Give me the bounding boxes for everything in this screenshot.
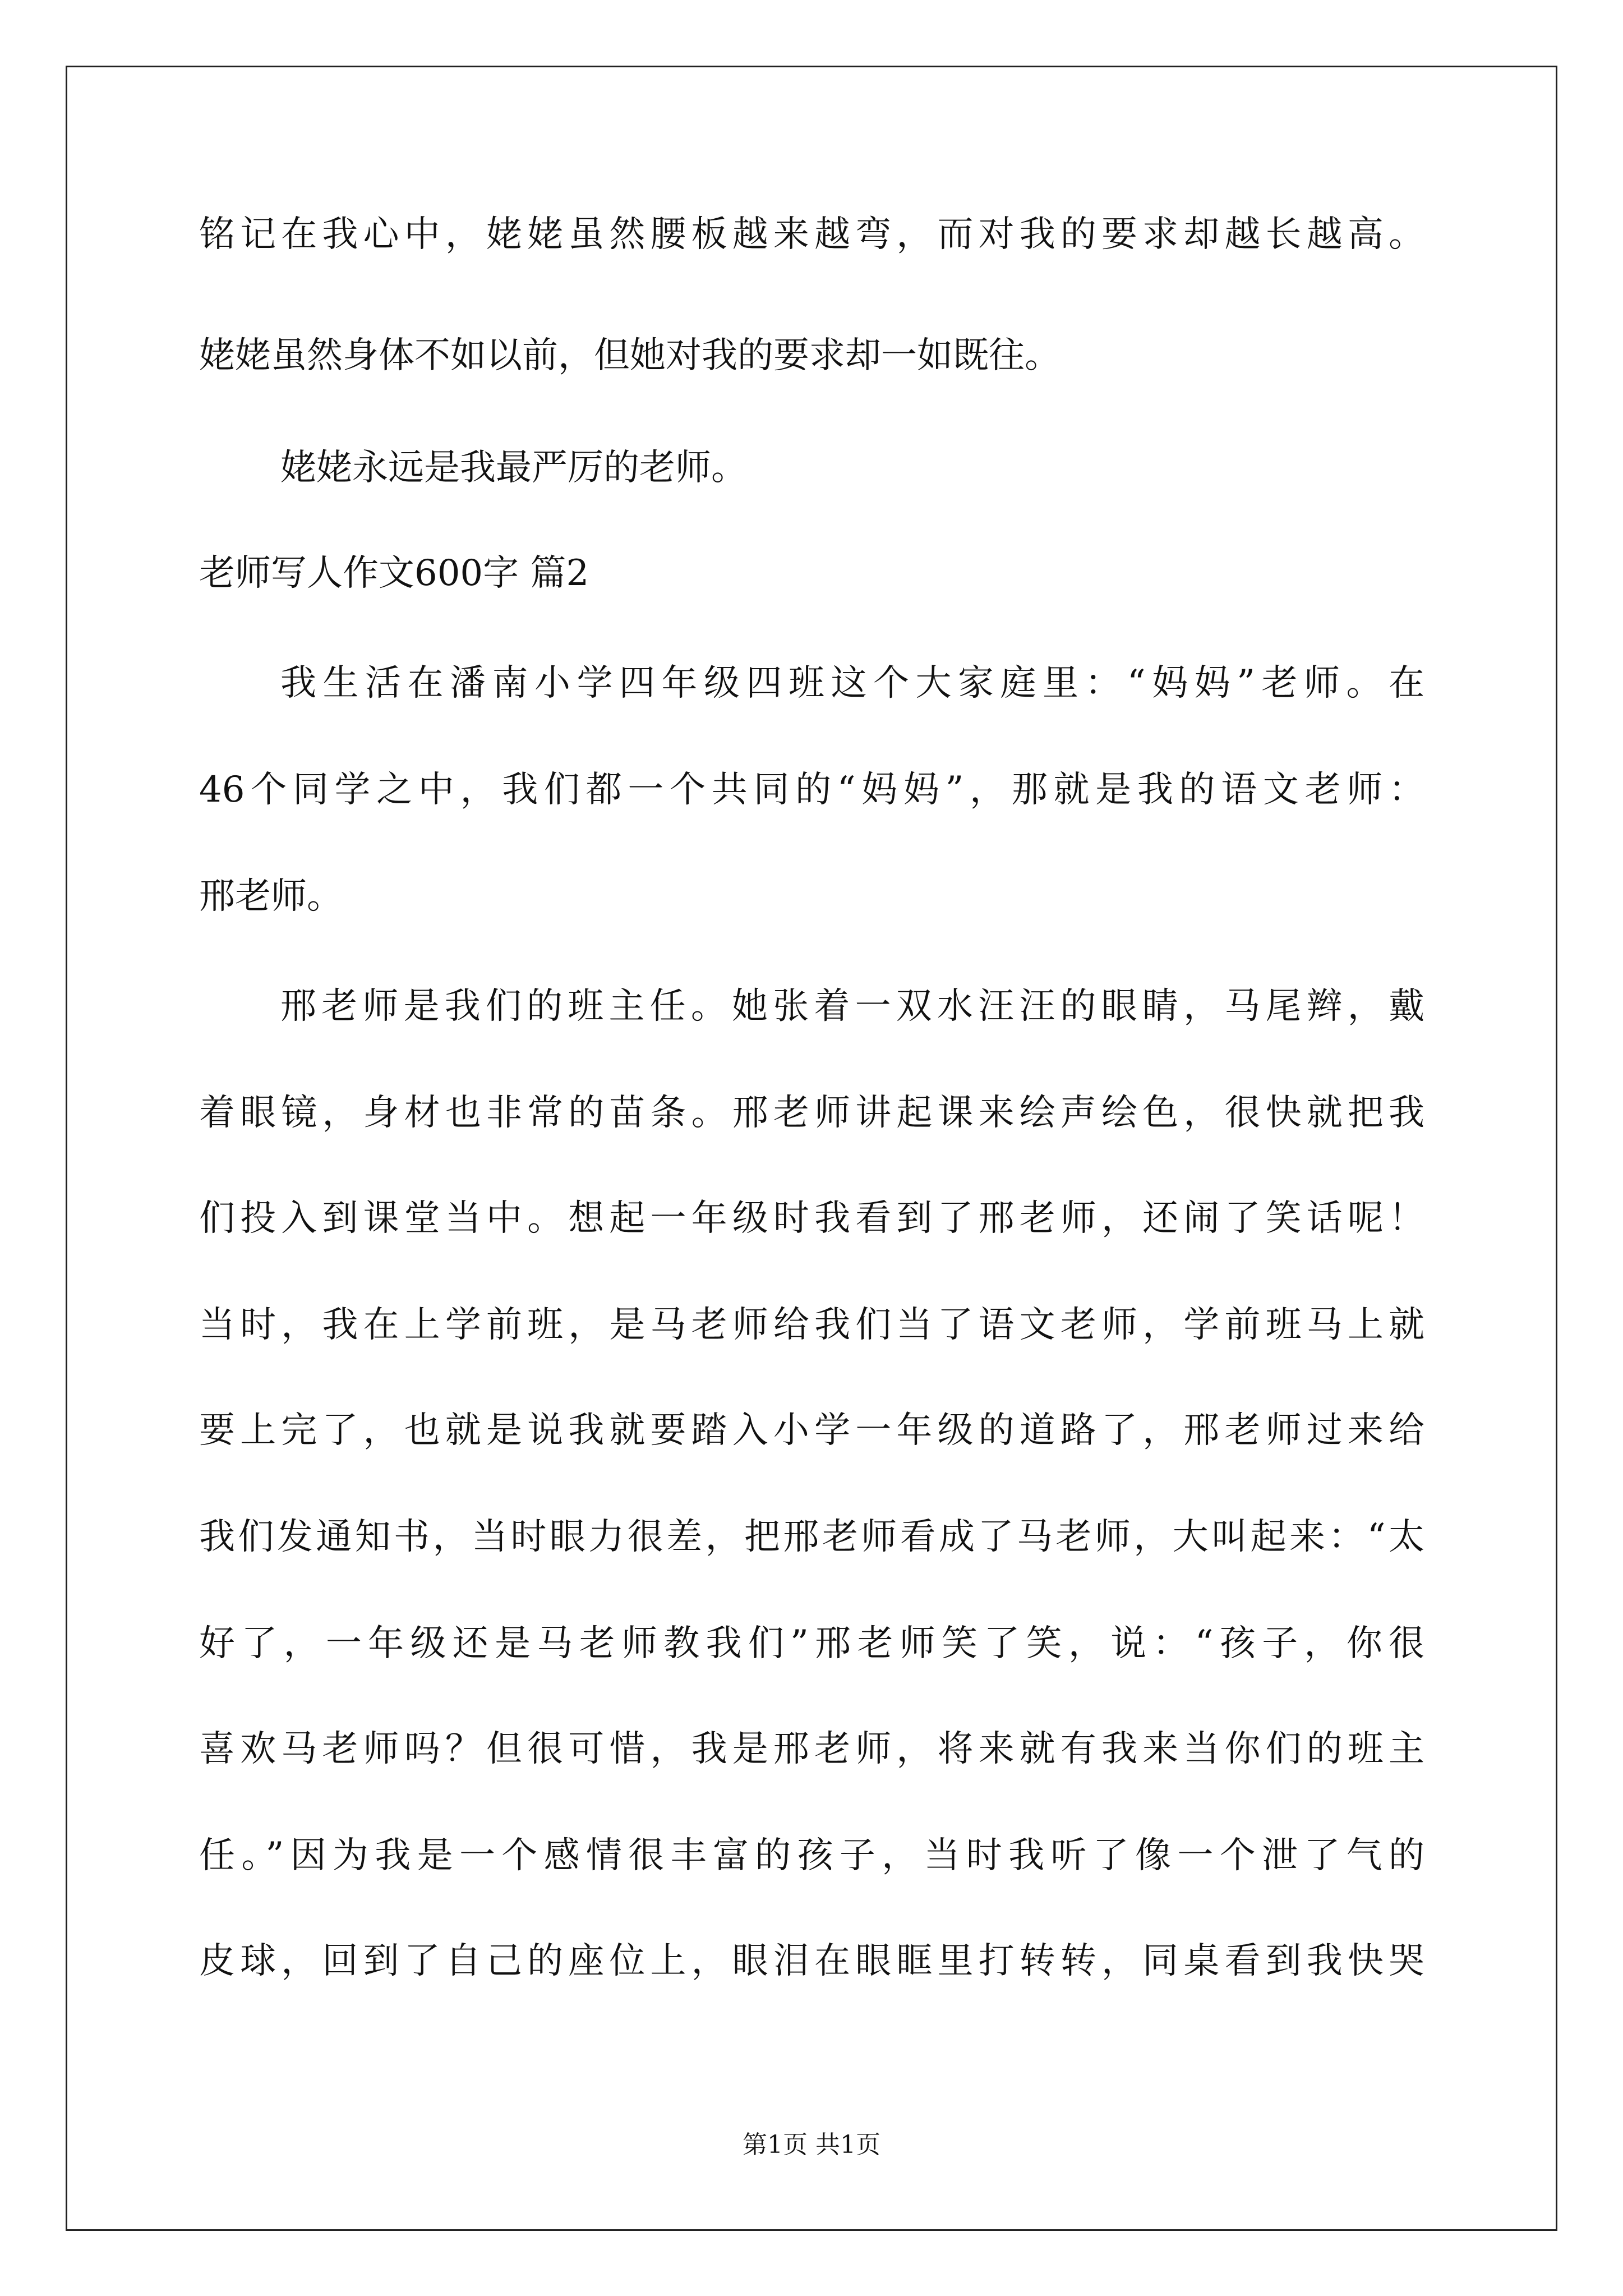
text-line: 好了，一年级还是马老师教我们”邢老师笑了笑，说：“孩子，你很 — [199, 1623, 1424, 1664]
text-line: 邢老师是我们的班主任。她张着一双水汪汪的眼睛，马尾辫，戴 — [280, 986, 1424, 1027]
text-line: 当时，我在上学前班，是马老师给我们当了语文老师，学前班马上就 — [199, 1304, 1424, 1346]
text-line: 我们发通知书，当时眼力很差，把邢老师看成了马老师，大叫起来：“太 — [199, 1516, 1424, 1558]
text-line: 喜欢马老师吗？但很可惜，我是邢老师，将来就有我来当你们的班主 — [199, 1728, 1424, 1770]
text-line: 着眼镜，身材也非常的苗条。邢老师讲起课来绘声绘色，很快就把我 — [199, 1092, 1424, 1134]
page-border — [66, 66, 1557, 2231]
text-line: 46个同学之中，我们都一个共同的“妈妈”，那就是我的语文老师： — [199, 769, 1424, 811]
text-line: 邢老师。 — [199, 876, 343, 917]
text-line: 皮球，回到了自己的座位上，眼泪在眼眶里打转转，同桌看到我快哭 — [199, 1940, 1424, 1982]
text-line: 要上完了，也就是说我就要踏入小学一年级的道路了，邢老师过来给 — [199, 1410, 1424, 1451]
text-line: 姥姥永远是我最严厉的老师。 — [280, 447, 747, 489]
text-line: 铭记在我心中，姥姥虽然腰板越来越弯，而对我的要求却越长越高。 — [199, 214, 1424, 255]
text-line: 我生活在潘南小学四年级四班这个大家庭里：“妈妈”老师。在 — [280, 662, 1424, 704]
text-line: 姥姥虽然身体不如以前，但她对我的要求却一如既往。 — [199, 335, 1061, 376]
section-heading: 老师写人作文600字 篇2 — [199, 553, 589, 594]
page-footer: 第1页 共1页 — [743, 2131, 880, 2159]
text-line: 任。”因为我是一个感情很丰富的孩子，当时我听了像一个泄了气的 — [199, 1835, 1424, 1876]
text-line: 们投入到课堂当中。想起一年级时我看到了邢老师，还闹了笑话呢！ — [199, 1198, 1424, 1239]
